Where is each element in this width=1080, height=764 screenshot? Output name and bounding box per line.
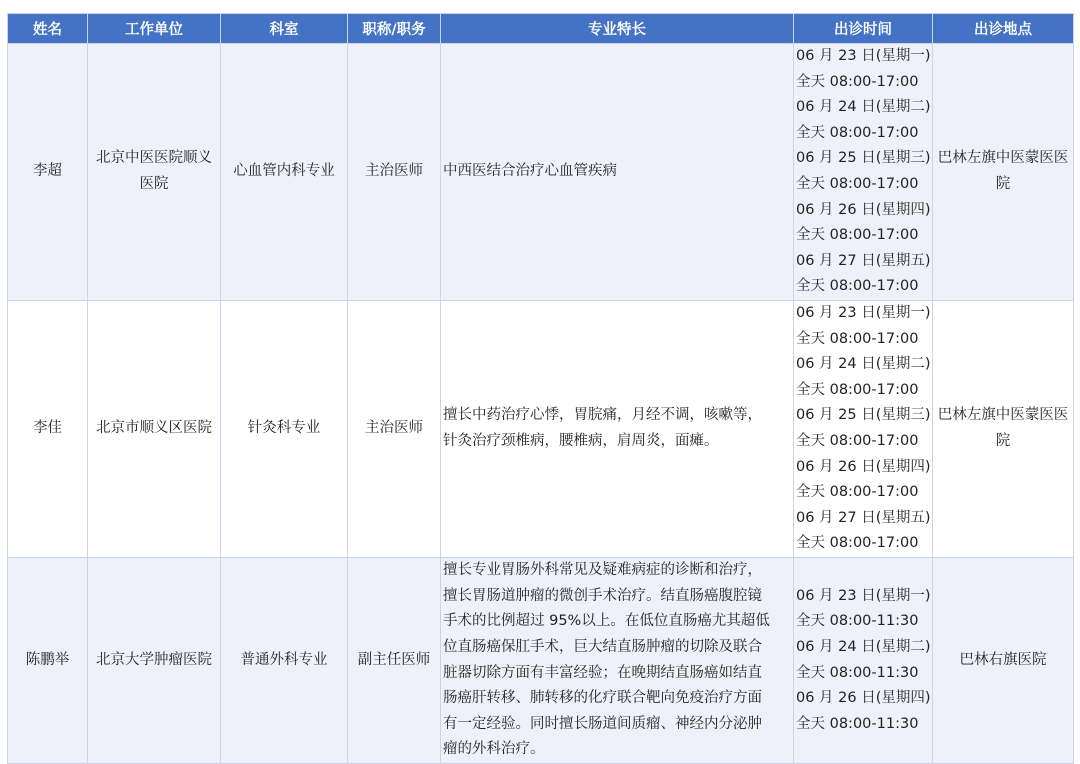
schedule-line: 全天 08:00-17:00 xyxy=(796,278,919,295)
specialty-line: 中西医结合治疗心血管疾病 xyxy=(443,163,617,180)
specialty xyxy=(441,301,794,558)
header-location: 出诊地点 xyxy=(933,14,1074,44)
schedule-line: 06 月 26 日(星期四) xyxy=(796,690,931,707)
header-dept: 科室 xyxy=(221,14,348,44)
table-row xyxy=(8,301,1074,558)
header-schedule: 出诊时间 xyxy=(794,14,933,44)
specialty xyxy=(441,558,794,764)
work-unit-line: 北京大学肿瘤医院 xyxy=(96,651,212,668)
schedule-line: 全天 08:00-11:30 xyxy=(796,613,919,630)
schedule-line: 06 月 24 日(星期二) xyxy=(796,99,931,116)
work-unit xyxy=(88,558,221,764)
specialty xyxy=(441,44,794,301)
table-row xyxy=(8,44,1074,301)
schedule-line: 06 月 27 日(星期五) xyxy=(796,252,931,269)
work-unit-line: 北京中医医院顺义 xyxy=(96,150,212,167)
specialty-line: 擅长胃肠道肿瘤的微创手术治疗。结直肠癌腹腔镜 xyxy=(443,587,762,604)
schedule-line: 全天 08:00-17:00 xyxy=(796,433,919,449)
schedule-line: 06 月 24 日(星期二) xyxy=(796,638,931,655)
job-title: 主治医师 xyxy=(348,44,441,301)
schedule-line: 06 月 26 日(星期四) xyxy=(796,458,931,475)
doctor-name: 陈鹏举 xyxy=(8,558,88,764)
schedule-line: 06 月 23 日(星期一) xyxy=(796,48,931,65)
schedule-line: 06 月 23 日(星期一) xyxy=(796,587,931,604)
schedule-line: 06 月 23 日(星期一) xyxy=(796,305,931,322)
specialty-line: 手术的比例超过 95%以上。在低位直肠癌尤其超低 xyxy=(443,613,770,630)
clinic-location xyxy=(933,558,1074,764)
schedule-line: 全天 08:00-17:00 xyxy=(796,124,919,141)
schedule-line: 全天 08:00-17:00 xyxy=(796,176,919,192)
department: 普通外科专业 xyxy=(221,558,348,764)
clinic-schedule-table xyxy=(7,13,1074,764)
schedule-line: 全天 08:00-11:30 xyxy=(796,715,919,732)
clinic-time xyxy=(794,44,933,301)
header-title: 职称/职务 xyxy=(348,14,441,44)
doctor-name: 李佳 xyxy=(8,301,88,558)
schedule-line: 全天 08:00-17:00 xyxy=(796,73,919,90)
schedule-line: 06 月 25 日(星期三) xyxy=(796,407,931,424)
job-title: 副主任医师 xyxy=(348,558,441,764)
schedule-line: 全天 08:00-17:00 xyxy=(796,484,919,501)
header-name: 姓名 xyxy=(8,14,88,44)
work-unit-line: 医院 xyxy=(139,176,169,192)
specialty-line: 擅长中药治疗心悸，胃脘痛，月经不调，咳嗽等， xyxy=(443,407,762,424)
schedule-line: 全天 08:00-17:00 xyxy=(796,330,919,347)
schedule-line: 全天 08:00-17:00 xyxy=(796,535,919,552)
clinic-time xyxy=(794,558,933,764)
schedule-line: 06 月 26 日(星期四) xyxy=(796,201,931,218)
work-unit xyxy=(88,301,221,558)
header-unit: 工作单位 xyxy=(88,14,221,44)
location-line: 巴林左旗中医蒙医医 xyxy=(937,407,1069,424)
schedule-line: 全天 08:00-17:00 xyxy=(796,227,919,244)
work-unit-line: 北京市顺义区医院 xyxy=(96,420,212,437)
table-row xyxy=(8,558,1074,764)
specialty-line: 肠癌肝转移、肺转移的化疗联合靶向免疫治疗方面 xyxy=(443,690,762,707)
job-title: 主治医师 xyxy=(348,301,441,558)
specialty-line: 瘤的外科治疗。 xyxy=(443,741,545,758)
specialty-line: 脏器切除方面有丰富经验；在晚期结直肠癌如结直 xyxy=(443,664,762,681)
department: 针灸科专业 xyxy=(221,301,348,558)
location-line: 院 xyxy=(995,176,1011,192)
specialty-line: 有一定经验。同时擅长肠道间质瘤、神经内分泌肿 xyxy=(443,715,762,732)
header-row xyxy=(8,14,1074,44)
header-specialty: 专业特长 xyxy=(441,14,794,44)
specialty-line: 位直肠癌保肛手术，巨大结直肠肿瘤的切除及联合 xyxy=(443,638,762,655)
schedule-line: 06 月 25 日(星期三) xyxy=(796,150,931,167)
clinic-time xyxy=(794,301,933,558)
doctor-name: 李超 xyxy=(8,44,88,301)
clinic-location xyxy=(933,301,1074,558)
specialty-line: 擅长专业胃肠外科常见及疑难病症的诊断和治疗， xyxy=(443,562,762,579)
department: 心血管内科专业 xyxy=(221,44,348,301)
location-line: 巴林左旗中医蒙医医 xyxy=(937,150,1069,167)
clinic-location xyxy=(933,44,1074,301)
work-unit xyxy=(88,44,221,301)
location-line: 院 xyxy=(995,433,1011,449)
schedule-line: 06 月 24 日(星期二) xyxy=(796,356,931,373)
specialty-line: 针灸治疗颈椎病，腰椎病，肩周炎，面瘫。 xyxy=(443,433,719,449)
schedule-line: 06 月 27 日(星期五) xyxy=(796,509,931,526)
location-line: 巴林右旗医院 xyxy=(959,651,1047,668)
schedule-line: 全天 08:00-17:00 xyxy=(796,381,919,398)
schedule-line: 全天 08:00-11:30 xyxy=(796,664,919,681)
